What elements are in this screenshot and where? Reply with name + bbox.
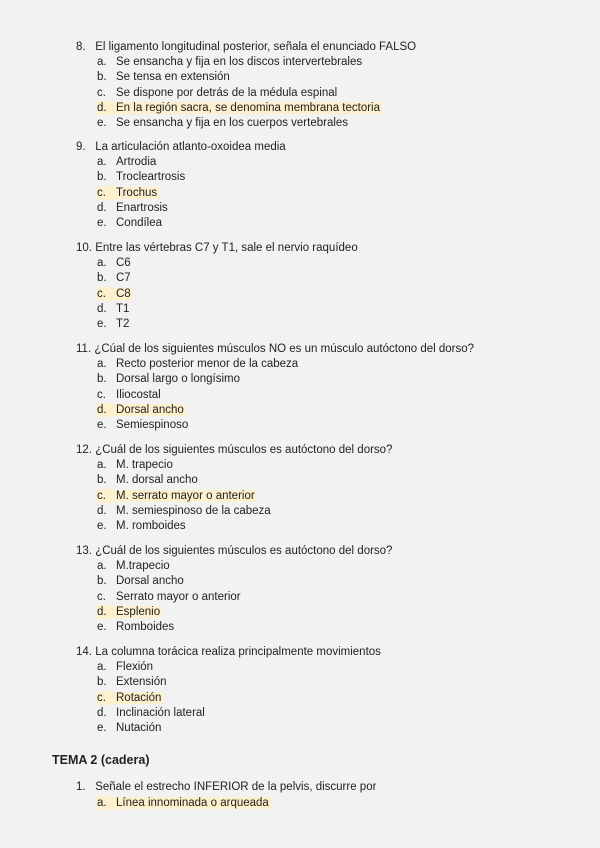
- question-text: 11. ¿Cúal de los siguientes músculos NO es un músculo autóctono del dorso?: [76, 343, 475, 355]
- option-d: d. Enartrosis: [97, 201, 168, 214]
- option-b: b. Extensión: [97, 676, 167, 689]
- option-d-answer: d. Dorsal ancho: [97, 403, 184, 416]
- option-e: e. Condílea: [97, 217, 163, 229]
- option-b: b. Se tensa en extensión: [97, 71, 230, 84]
- option-a: a. M.trapecio: [97, 560, 170, 573]
- option-a: a. Artrodia: [97, 156, 157, 169]
- option-c: c. Iliocostal: [97, 388, 161, 401]
- question-text: 1. Señale el estrecho INFERIOR de la pelvis, discurre por: [76, 781, 377, 793]
- option-d-answer: d. En la región sacra, se denomina membrana tectoria: [97, 101, 381, 114]
- option-d: d. M. semiespinoso de la cabeza: [97, 504, 271, 517]
- question-stem: El ligamento longitudinal posterior, señala el enunciado FALSO: [95, 41, 417, 53]
- question-text: 13. ¿Cuál de los siguientes músculos es autóctono del dorso?: [76, 545, 393, 557]
- option-b: b. C7: [97, 272, 131, 285]
- option-e: e. Nutación: [97, 722, 162, 734]
- question-text: 9. La articulación atlanto-oxoidea media: [76, 141, 286, 153]
- option-b: b. Trocleartrosis: [97, 171, 186, 184]
- option-a: a. M. trapecio: [97, 459, 173, 472]
- question-text: [76, 40, 416, 54]
- option-a-answer: a. Línea innominada o arqueada: [97, 797, 269, 809]
- option-d-answer: d. Esplenio: [97, 605, 161, 618]
- option-c-answer: c. Rotación: [97, 691, 162, 704]
- option-e: e. M. romboides: [97, 520, 186, 532]
- option-a: a. Recto posterior menor de la cabeza: [97, 358, 299, 371]
- option-c-answer: c. M. serrato mayor o anterior: [97, 489, 255, 502]
- question-text: 14. La columna torácica realiza principalmente movimientos: [76, 646, 381, 658]
- option-a: a. C6: [97, 257, 131, 270]
- question-text: 12. ¿Cuál de los siguientes músculos es autóctono del dorso?: [76, 444, 393, 456]
- option-b: b. M. dorsal ancho: [97, 474, 198, 487]
- question-text: 10. Entre las vértebras C7 y T1, sale el nervio raquídeo: [76, 242, 358, 254]
- option-d: d. T1: [97, 302, 130, 315]
- question-number: 8.: [76, 41, 86, 53]
- option-d: d. Inclinación lateral: [97, 706, 205, 719]
- option-c-answer: c. C8: [97, 287, 131, 300]
- option-a: a. Flexión: [97, 661, 154, 674]
- option-e: e. T2: [97, 318, 130, 330]
- option-b: b. Dorsal largo o longísimo: [97, 373, 241, 386]
- option-a: a. Se ensancha y fija en los discos intervertebrales: [97, 56, 363, 69]
- option-e: e. Romboides: [97, 621, 175, 633]
- option-e: e. Se ensancha y fija en los cuerpos vertebrales: [97, 117, 349, 129]
- option-c: c. Serrato mayor o anterior: [97, 590, 241, 603]
- option-b: b. Dorsal ancho: [97, 575, 184, 588]
- option-c-answer: c. Trochus: [97, 186, 158, 199]
- option-c: c. Se dispone por detrás de la médula espinal: [97, 86, 338, 99]
- option-e: e. Semiespinoso: [97, 419, 189, 431]
- section-title: TEMA 2 (cadera): [52, 753, 150, 767]
